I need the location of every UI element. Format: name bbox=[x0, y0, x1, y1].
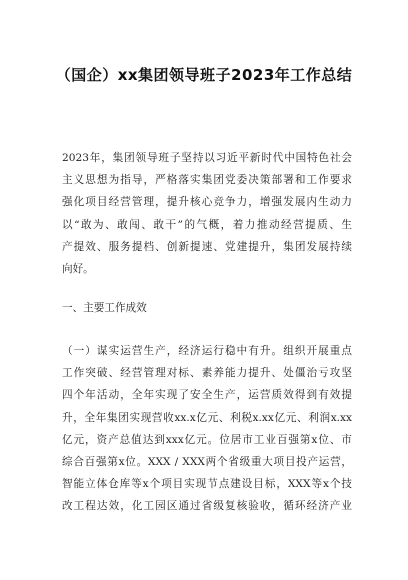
section1-line: 工作突破、经营管理对标、素养能力提升、处僵治亏攻坚 bbox=[62, 367, 352, 380]
section1-line: （一）谋实运营生产，经济运行稳中有升。组织开展重点 bbox=[62, 345, 352, 357]
section1-line: 综合百强第x位。XXX / XXX两个省级重大项目投产运营， bbox=[62, 456, 352, 469]
section1-line: 升，全年集团实现营收xx.x亿元、利税x.xx亿元、利润x.xx bbox=[62, 411, 352, 424]
intro-line: 以“敢为、敢闯、敢干”的气概，着力推动经营提质、生 bbox=[62, 218, 352, 231]
section1-line: 四个年活动，全年实现了安全生产，运营质效得到有效提 bbox=[62, 389, 352, 402]
section1-paragraph bbox=[62, 340, 352, 518]
intro-line: 产提效、服务提档、创新提速、党建提升，集团发展持续 bbox=[62, 240, 352, 253]
document-title: （国企）xx集团领导班子2023年工作总结 bbox=[55, 66, 353, 84]
section1-line: 智能立体仓库等x个项目实现节点建设目标，XXX等x个技 bbox=[62, 478, 352, 491]
intro-line: 2023年，集团领导班子坚持以习近平新时代中国特色社会 bbox=[62, 152, 352, 164]
intro-line: 主义思想为指导，严格落实集团党委决策部署和工作要求 bbox=[62, 174, 352, 187]
intro-paragraph bbox=[62, 147, 352, 280]
section1-line: 改工程达效，化工园区通过省级复核验收，循环经济产业 bbox=[62, 500, 352, 513]
intro-line: 向好。 bbox=[62, 263, 94, 276]
intro-line: 强化项目经营管理，提升核心竞争力，增强发展内生动力 bbox=[62, 196, 352, 209]
section-heading: 一、主要工作成效 bbox=[62, 302, 147, 314]
section1-line: 亿元，资产总值达到xxx亿元。位居市工业百强第x位、市 bbox=[62, 433, 352, 446]
